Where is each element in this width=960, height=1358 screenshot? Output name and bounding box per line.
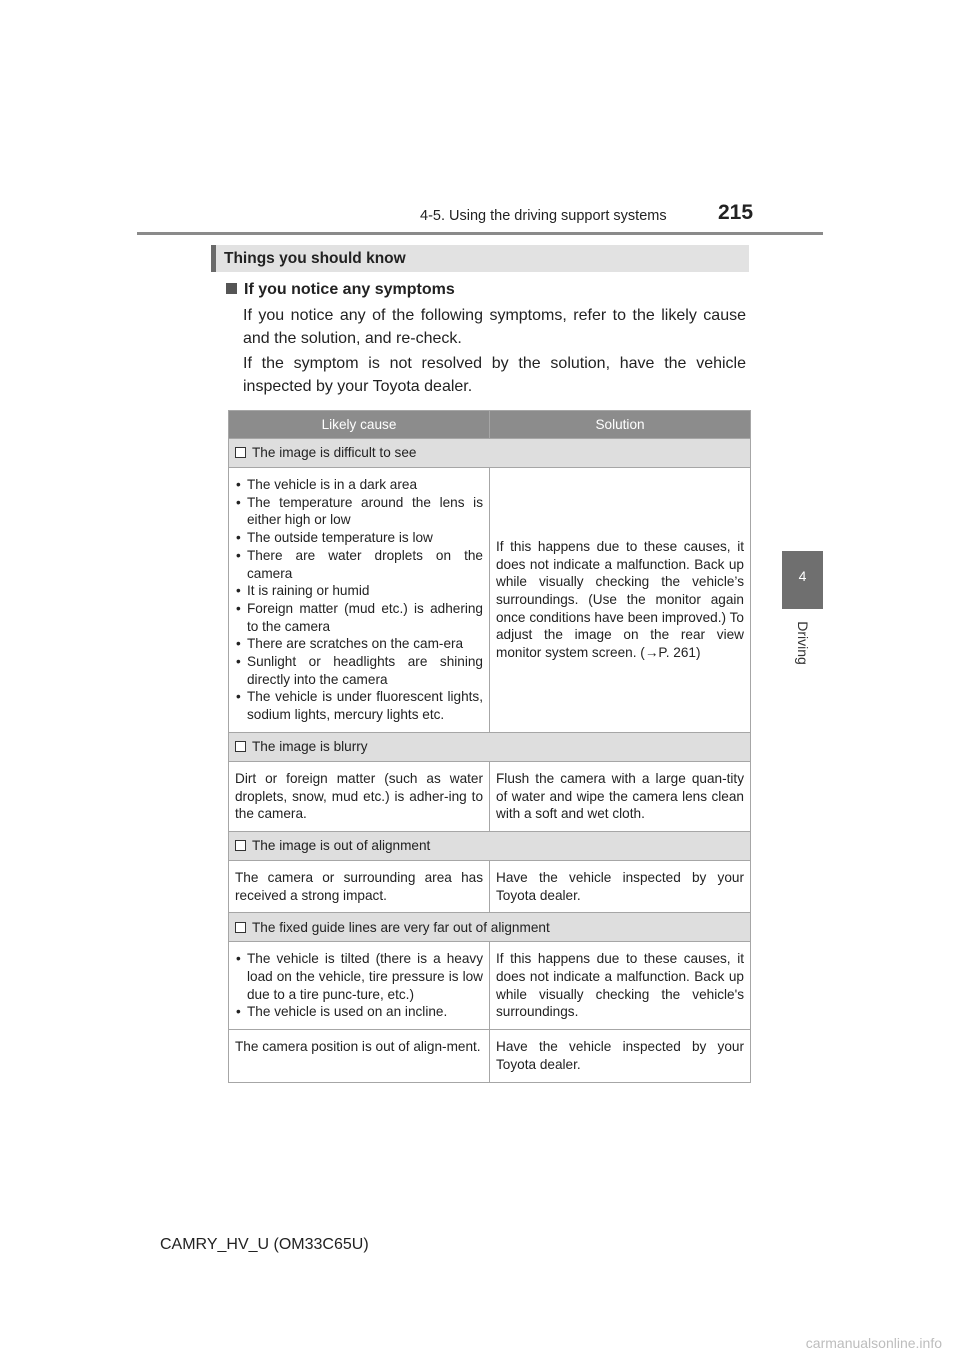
group-title bbox=[229, 732, 751, 761]
solution-cell: If this happens due to these causes, it does not indicate a malfunction. Back up while visually checking the vehicle’s surroundings. (Use the monitor again once conditions have been improved.) To adjust the image on the rear view monitor system screen. (→P. 261) bbox=[490, 468, 751, 733]
chapter-label: Driving bbox=[795, 621, 811, 665]
group-title-text: The fixed guide lines are very far out of alignment bbox=[252, 919, 550, 935]
group-title-text: The image is out of alignment bbox=[252, 838, 431, 854]
checkbox-icon bbox=[235, 840, 246, 851]
section-heading-bar bbox=[211, 245, 749, 272]
footer-model-code: CAMRY_HV_U (OM33C65U) bbox=[160, 1236, 369, 1253]
group-row bbox=[229, 831, 751, 860]
group-row bbox=[229, 732, 751, 761]
list-item: • Sunlight or headlights are shining directly into the camera bbox=[235, 653, 483, 688]
cause-list bbox=[235, 950, 483, 1021]
square-bullet-icon bbox=[226, 283, 237, 294]
table-row bbox=[229, 468, 751, 733]
list-item: • The temperature around the lens is either high or low bbox=[235, 494, 483, 529]
header-likely-cause: Likely cause bbox=[229, 411, 490, 439]
solution-cell: Have the vehicle inspected by your Toyota dealer. bbox=[490, 1030, 751, 1082]
list-item: • There are scratches on the cam-era bbox=[235, 635, 483, 653]
cause-cell: The camera or surrounding area has received a strong impact. bbox=[229, 860, 490, 912]
group-row bbox=[229, 439, 751, 468]
running-header-title: 4-5. Using the driving support systems bbox=[420, 208, 667, 224]
cause-cell: Dirt or foreign matter (such as water droplets, snow, mud etc.) is adher-ing to the camera. bbox=[229, 761, 490, 831]
page-number: 215 bbox=[718, 201, 754, 224]
table-row bbox=[229, 942, 751, 1030]
list-item: • The vehicle is used on an incline. bbox=[235, 1003, 483, 1021]
group-title bbox=[229, 913, 751, 942]
table-row bbox=[229, 1030, 751, 1082]
group-title-text: The image is blurry bbox=[252, 738, 368, 754]
list-item: • The vehicle is under fluorescent lights, sodium lights, mercury lights etc. bbox=[235, 688, 483, 723]
solution-cell: Flush the camera with a large quan-tity of water and wipe the camera lens clean with a soft and wet cloth. bbox=[490, 761, 751, 831]
dealer-paragraph: If the symptom is not resolved by the solution, have the vehicle inspected by your Toyota dealer. bbox=[243, 355, 746, 395]
intro-paragraph: If you notice any of the following symptoms, refer to the likely cause and the solution, and re-check. bbox=[243, 307, 746, 347]
table-header-row bbox=[229, 411, 751, 439]
group-row bbox=[229, 913, 751, 942]
cause-cell: The camera position is out of align-ment. bbox=[229, 1030, 490, 1082]
watermark: carmanualsonline.info bbox=[805, 1335, 942, 1351]
table-row bbox=[229, 761, 751, 831]
checkbox-icon bbox=[235, 447, 246, 458]
group-title bbox=[229, 439, 751, 468]
table-row bbox=[229, 860, 751, 912]
solution-cell: If this happens due to these causes, it does not indicate a malfunction. Back up while visually checking the vehicle's surroundings. bbox=[490, 942, 751, 1030]
list-item: • Foreign matter (mud etc.) is adhering to the camera bbox=[235, 600, 483, 635]
section-heading-marker bbox=[211, 245, 216, 272]
list-item: • There are water droplets on the camera bbox=[235, 547, 483, 582]
group-title bbox=[229, 831, 751, 860]
list-item: • The vehicle is tilted (there is a heavy load on the vehicle, tire pressure is low due to a tire punc-ture, etc.) bbox=[235, 950, 483, 1003]
header-divider bbox=[137, 232, 823, 235]
checkbox-icon bbox=[235, 741, 246, 752]
chapter-number: 4 bbox=[798, 568, 807, 584]
cause-cell bbox=[229, 942, 490, 1030]
list-item: • The vehicle is in a dark area bbox=[235, 476, 483, 494]
cause-cell bbox=[229, 468, 490, 733]
solution-cell: Have the vehicle inspected by your Toyota dealer. bbox=[490, 860, 751, 912]
symptom-table bbox=[228, 410, 751, 1083]
cause-list bbox=[235, 476, 483, 724]
checkbox-icon bbox=[235, 922, 246, 933]
list-item: • It is raining or humid bbox=[235, 582, 483, 600]
group-title-text: The image is difficult to see bbox=[252, 445, 417, 461]
section-heading: Things you should know bbox=[224, 250, 406, 267]
header-solution: Solution bbox=[490, 411, 751, 439]
subheading bbox=[226, 281, 455, 299]
subheading-text: If you notice any symptoms bbox=[244, 281, 455, 298]
list-item: • The outside temperature is low bbox=[235, 529, 483, 547]
